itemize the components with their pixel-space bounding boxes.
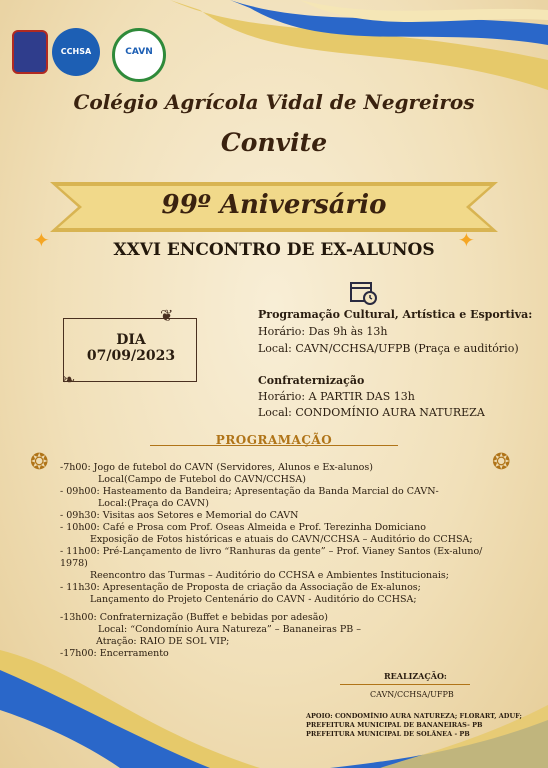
- cchsa-logo: CCHSA: [52, 28, 100, 76]
- anniversary-title: 99º Aniversário: [161, 190, 387, 220]
- programming-info-place: Local: CAVN/CCHSA/UFPB (Praça e auditório): [258, 342, 519, 355]
- program-line: Local: “Condomínio Aura Natureza” – Bananeiras PB –: [98, 624, 362, 635]
- realizacao-org: CAVN/CCHSA/UFPB: [370, 690, 454, 699]
- program-line: - 09h00: Hasteamento da Bandeira; Apresentação da Banda Marcial do CAVN-: [60, 486, 439, 497]
- leaf-ornament-icon: ❦: [160, 306, 174, 325]
- school-name: Colégio Agrícola Vidal de Negreiros: [73, 90, 475, 114]
- programming-info-title: Programação Cultural, Artística e Esportiva:: [258, 308, 533, 321]
- calendar-clock-icon: [350, 280, 378, 306]
- program-line: Reencontro das Turmas – Auditório do CCHSA e Ambientes Institucionais;: [90, 570, 449, 581]
- program-line: - 11h00: Pré-Lançamento de livro “Ranhuras da gente” – Prof. Vianey Santos (Ex-aluno/: [60, 546, 483, 557]
- program-line: -17h00: Encerramento: [60, 648, 169, 659]
- footer-divider: [340, 684, 470, 685]
- fraternization-place: Local: CONDOMÍNIO AURA NATUREZA: [258, 406, 485, 419]
- realizacao-label: REALIZAÇÃO:: [384, 671, 447, 681]
- fraternization-time: Horário: A PARTIR DAS 13h: [258, 390, 415, 403]
- support-line: APOIO: CONDOMÍNIO AURA NATUREZA; FLORART, ADUF;: [306, 712, 522, 720]
- leaf-ornament-icon: ❧: [62, 370, 76, 389]
- invitation-title: Convite: [220, 128, 328, 157]
- ornament-icon: ❂: [492, 450, 511, 475]
- event-date: 07/09/2023: [86, 348, 176, 364]
- program-line: -7h00: Jogo de futebol do CAVN (Servidores, Alunos e Ex-alunos): [60, 462, 373, 473]
- program-line: - 09h30: Visitas aos Setores e Memorial do CAVN: [60, 510, 299, 521]
- program-line: Local(Campo de Futebol do CAVN/CCHSA): [98, 474, 306, 485]
- program-line: Atração: RAIO DE SOL VIP;: [96, 636, 230, 647]
- program-line: - 11h30: Apresentação de Proposta de criação da Associação de Ex-alunos;: [60, 582, 421, 593]
- program-line: Local:(Praça do CAVN): [98, 498, 209, 509]
- sparkle-icon: ✦: [33, 228, 50, 252]
- event-title: XXVI ENCONTRO DE EX-ALUNOS: [113, 240, 435, 260]
- program-line: Lançamento do Projeto Centenário do CAVN - Auditório do CCHSA;: [90, 594, 417, 605]
- ufpb-logo: [12, 30, 48, 74]
- program-line: - 10h00: Café e Prosa com Prof. Oseas Almeida e Prof. Terezinha Domiciano: [60, 522, 426, 533]
- program-divider: [150, 445, 398, 446]
- support-line: PREFEITURA MUNICIPAL DE SOLÂNEA - PB: [306, 730, 470, 738]
- program-title: PROGRAMAÇÃO: [215, 433, 333, 447]
- programming-info-time: Horário: Das 9h às 13h: [258, 325, 388, 338]
- date-label: DIA: [116, 332, 146, 348]
- support-line: PREFEITURA MUNICIPAL DE BANANEIRAS- PB: [306, 721, 483, 729]
- cavn-logo: CAVN: [112, 28, 166, 82]
- sparkle-icon: ✦: [458, 228, 475, 252]
- program-line: -13h00: Confraternização (Buffet e bebidas por adesão): [60, 612, 328, 623]
- program-line: Exposição de Fotos históricas e atuais do CAVN/CCHSA – Auditório do CCHSA;: [90, 534, 473, 545]
- program-line: 1978): [60, 558, 88, 569]
- fraternization-title: Confraternização: [258, 374, 365, 387]
- ornament-icon: ❂: [30, 450, 49, 475]
